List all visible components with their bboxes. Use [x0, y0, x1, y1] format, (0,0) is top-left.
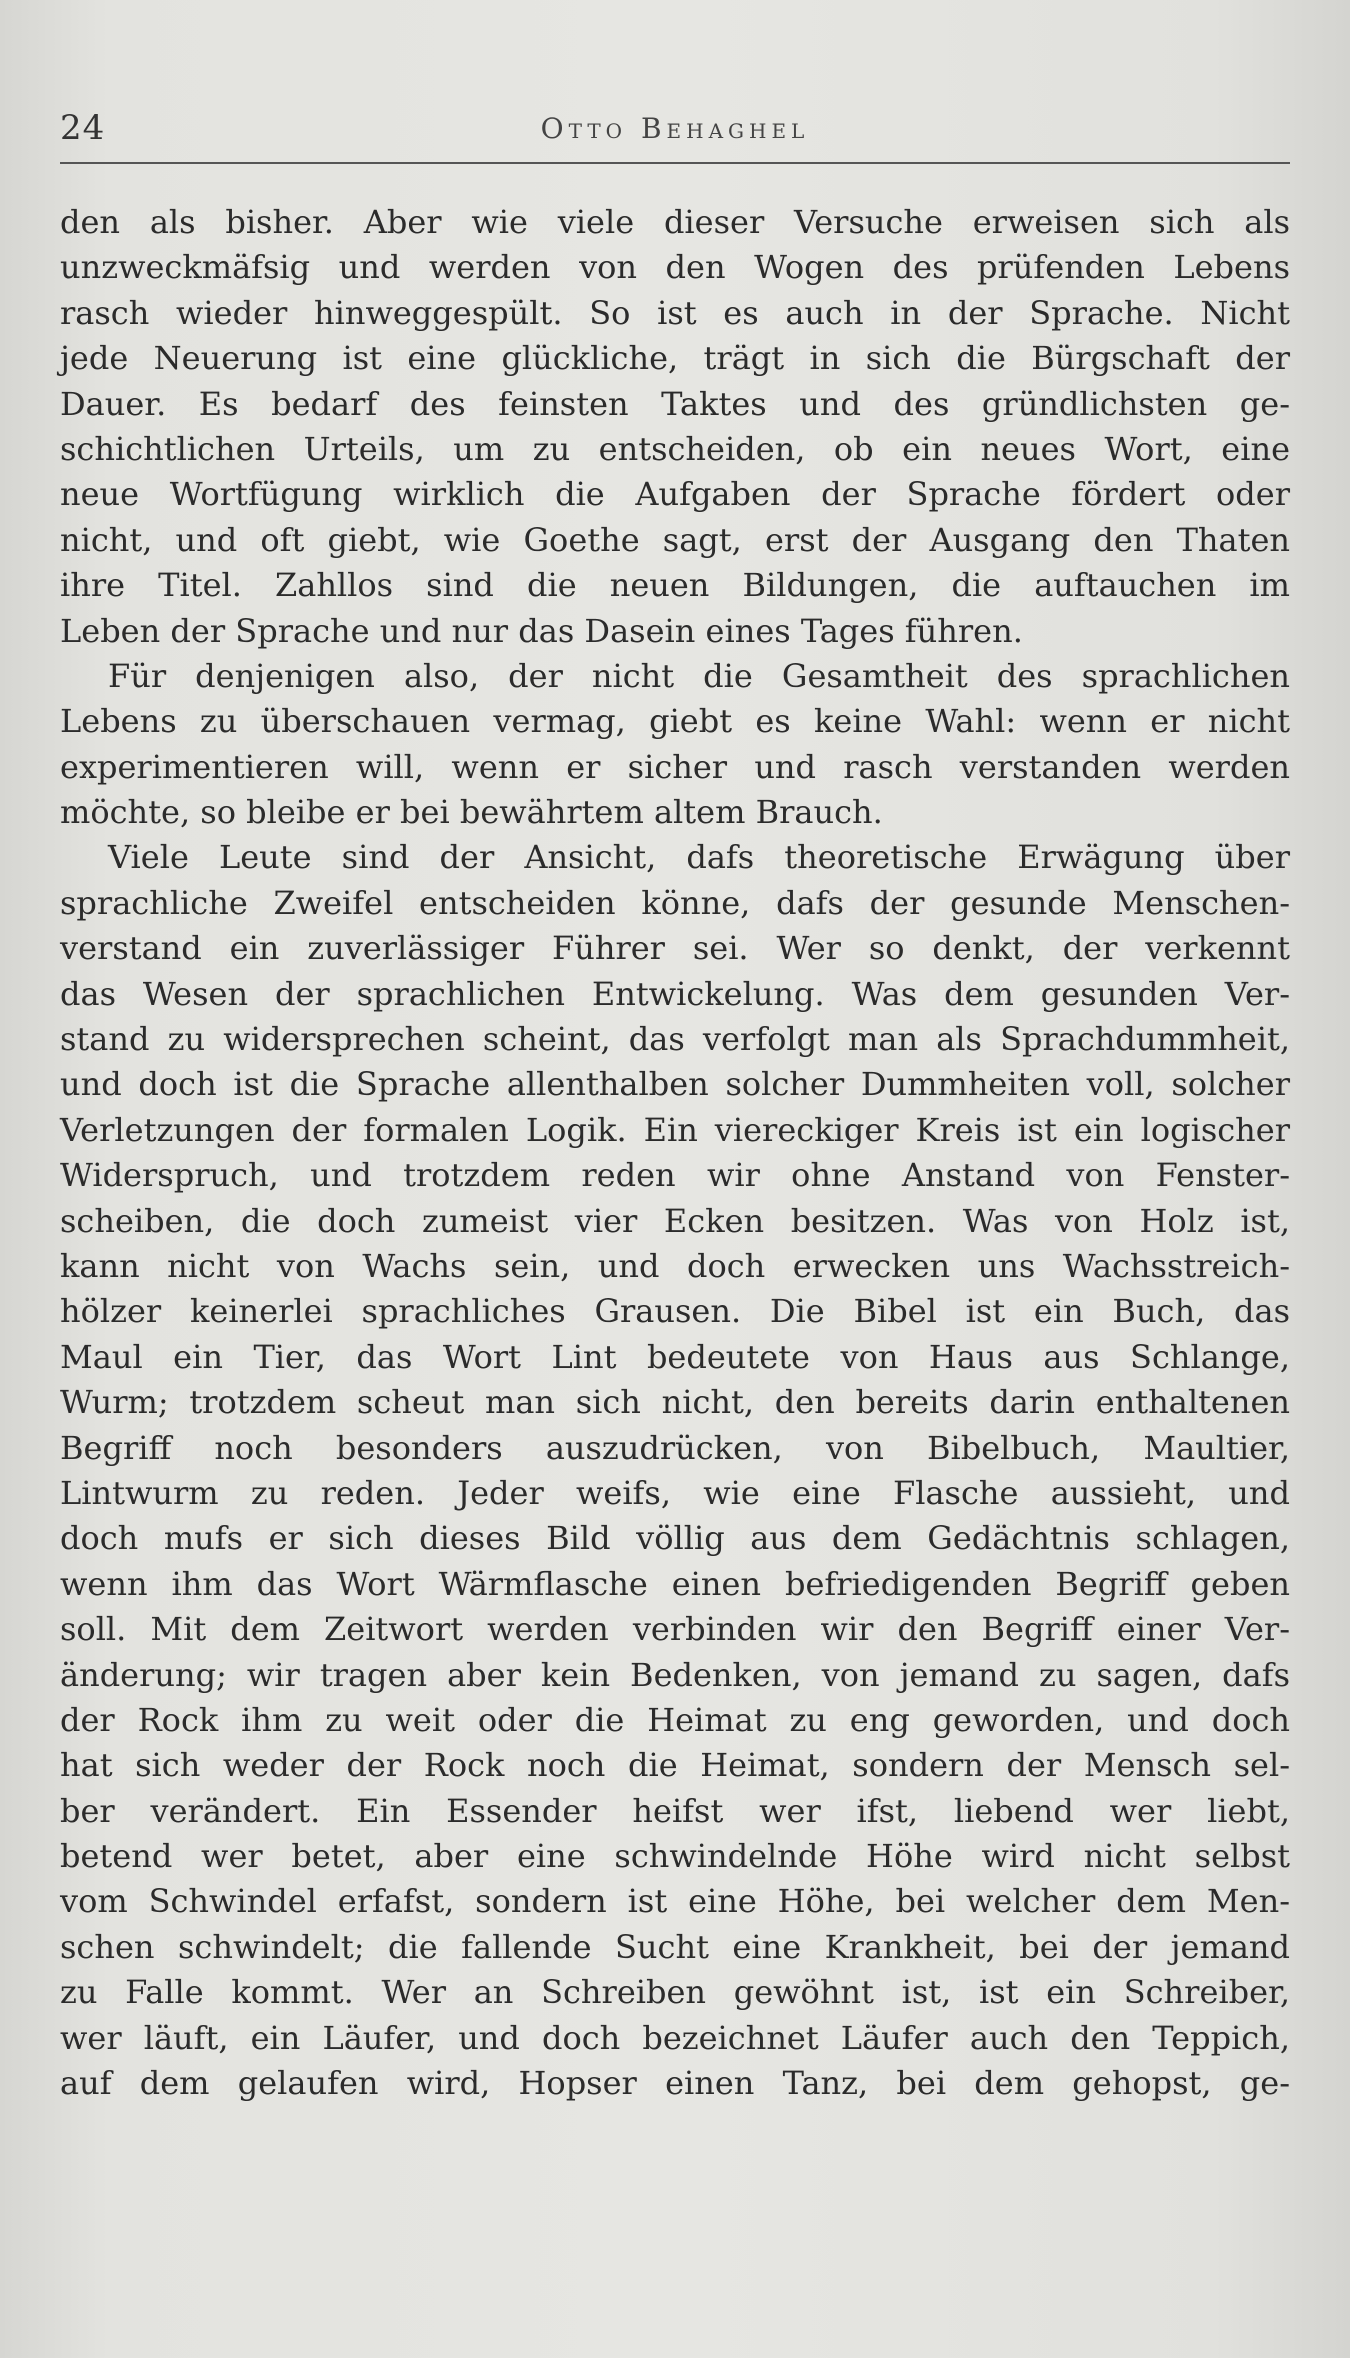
text-line: den als bisher. Aber wie viele dieser Versuche erweisen sich als [60, 203, 1290, 241]
text-line: scheiben, die doch zumeist vier Ecken besitzen. Was von Holz ist, [60, 1201, 1290, 1240]
text-line: Für denjenigen also, der nicht die Gesamtheit des sprachlichen [108, 656, 1290, 695]
text-line: wenn ihm das Wort Wärmflasche einen befriedigenden Begriff geben [60, 1564, 1290, 1603]
text-line: Dauer. Es bedarf des feinsten Taktes und des gründlichsten ge- [60, 384, 1290, 423]
text-line: sprachliche Zweifel entscheiden könne, dafs der gesunde Menschen- [60, 883, 1290, 922]
header-rule [60, 162, 1290, 164]
running-head: Otto Behaghel [540, 112, 810, 145]
text-line: Begriff noch besonders auszudrücken, von Bibelbuch, Maultier, [60, 1428, 1290, 1467]
text-line: zu Falle kommt. Wer an Schreiben gewöhnt ist, ist ein Schreiber, [60, 1973, 1290, 2012]
text-line: das Wesen der sprachlichen Entwickelung. Was dem gesunden Ver- [60, 974, 1290, 1013]
text-line: Widerspruch, und trotzdem reden wir ohne Anstand von Fenster- [60, 1156, 1290, 1195]
text-line: betend wer betet, aber eine schwindelnde Höhe wird nicht selbst [60, 1837, 1290, 1876]
text-line: der Rock ihm zu weit oder die Heimat zu eng geworden, und doch [60, 1700, 1290, 1739]
text-line: möchte, so bleibe er bei bewährtem altem Brauch. [60, 793, 883, 832]
text-line: Lintwurm zu reden. Jeder weifs, wie eine Flasche aussieht, und [60, 1473, 1290, 1512]
body-text [60, 200, 1290, 2106]
text-line: Maul ein Tier, das Wort Lint bedeutete von Haus aus Schlange, [60, 1337, 1290, 1376]
text-line: rasch wieder hinweggespült. So ist es auch in der Sprache. Nicht [60, 293, 1290, 332]
page-number: 24 [60, 108, 106, 148]
text-line: ber verändert. Ein Essender heifst wer ifst, liebend wer liebt, [60, 1791, 1290, 1830]
text-line: ihre Titel. Zahllos sind die neuen Bildungen, die auftauchen im [60, 566, 1290, 605]
text-line: auf dem gelaufen wird, Hopser einen Tanz, bei dem gehopst, ge- [60, 2064, 1290, 2103]
page-header [60, 108, 1290, 158]
text-line: Leben der Sprache und nur das Dasein eines Tages führen. [60, 611, 1023, 650]
text-line: schen schwindelt; die fallende Sucht eine Krankheit, bei der jemand [60, 1927, 1290, 1966]
text-line: Viele Leute sind der Ansicht, dafs theoretische Erwägung über [108, 838, 1290, 877]
text-line: jede Neuerung ist eine glückliche, trägt in sich die Bürgschaft der [60, 339, 1290, 378]
text-line: hat sich weder der Rock noch die Heimat, sondern der Mensch sel- [60, 1746, 1290, 1785]
text-line: vom Schwindel erfafst, sondern ist eine Höhe, bei welcher dem Men- [60, 1882, 1290, 1921]
text-line: doch mufs er sich dieses Bild völlig aus dem Gedächtnis schlagen, [60, 1519, 1290, 1558]
text-line: experimentieren will, wenn er sicher und rasch verstanden werden [60, 747, 1290, 786]
text-line: Lebens zu überschauen vermag, giebt es keine Wahl: wenn er nicht [60, 702, 1290, 741]
text-line: Verletzungen der formalen Logik. Ein viereckiger Kreis ist ein logischer [60, 1110, 1290, 1149]
text-line: kann nicht von Wachs sein, und doch erwecken uns Wachsstreich- [60, 1246, 1290, 1285]
text-line: wer läuft, ein Läufer, und doch bezeichnet Läufer auch den Teppich, [60, 2018, 1290, 2057]
text-line: unzweckmäfsig und werden von den Wogen des prüfenden Lebens [60, 248, 1290, 287]
text-line: und doch ist die Sprache allenthalben solcher Dummheiten voll, solcher [60, 1065, 1290, 1104]
text-line: stand zu widersprechen scheint, das verfolgt man als Sprachdummheit, [60, 1020, 1290, 1059]
text-line: änderung; wir tragen aber kein Bedenken, von jemand zu sagen, dafs [60, 1655, 1290, 1694]
text-line: hölzer keinerlei sprachliches Grausen. Die Bibel ist ein Buch, das [60, 1292, 1290, 1331]
text-line: verstand ein zuverlässiger Führer sei. Wer so denkt, der verkennt [60, 929, 1290, 968]
text-line: schichtlichen Urteils, um zu entscheiden, ob ein neues Wort, eine [60, 429, 1290, 468]
text-line: nicht, und oft giebt, wie Goethe sagt, erst der Ausgang den Thaten [60, 520, 1290, 559]
text-line: soll. Mit dem Zeitwort werden verbinden wir den Begriff einer Ver- [60, 1610, 1290, 1649]
text-line: Wurm; trotzdem scheut man sich nicht, den bereits darin enthaltenen [60, 1383, 1290, 1422]
text-line: neue Wortfügung wirklich die Aufgaben der Sprache fördert oder [60, 475, 1290, 514]
